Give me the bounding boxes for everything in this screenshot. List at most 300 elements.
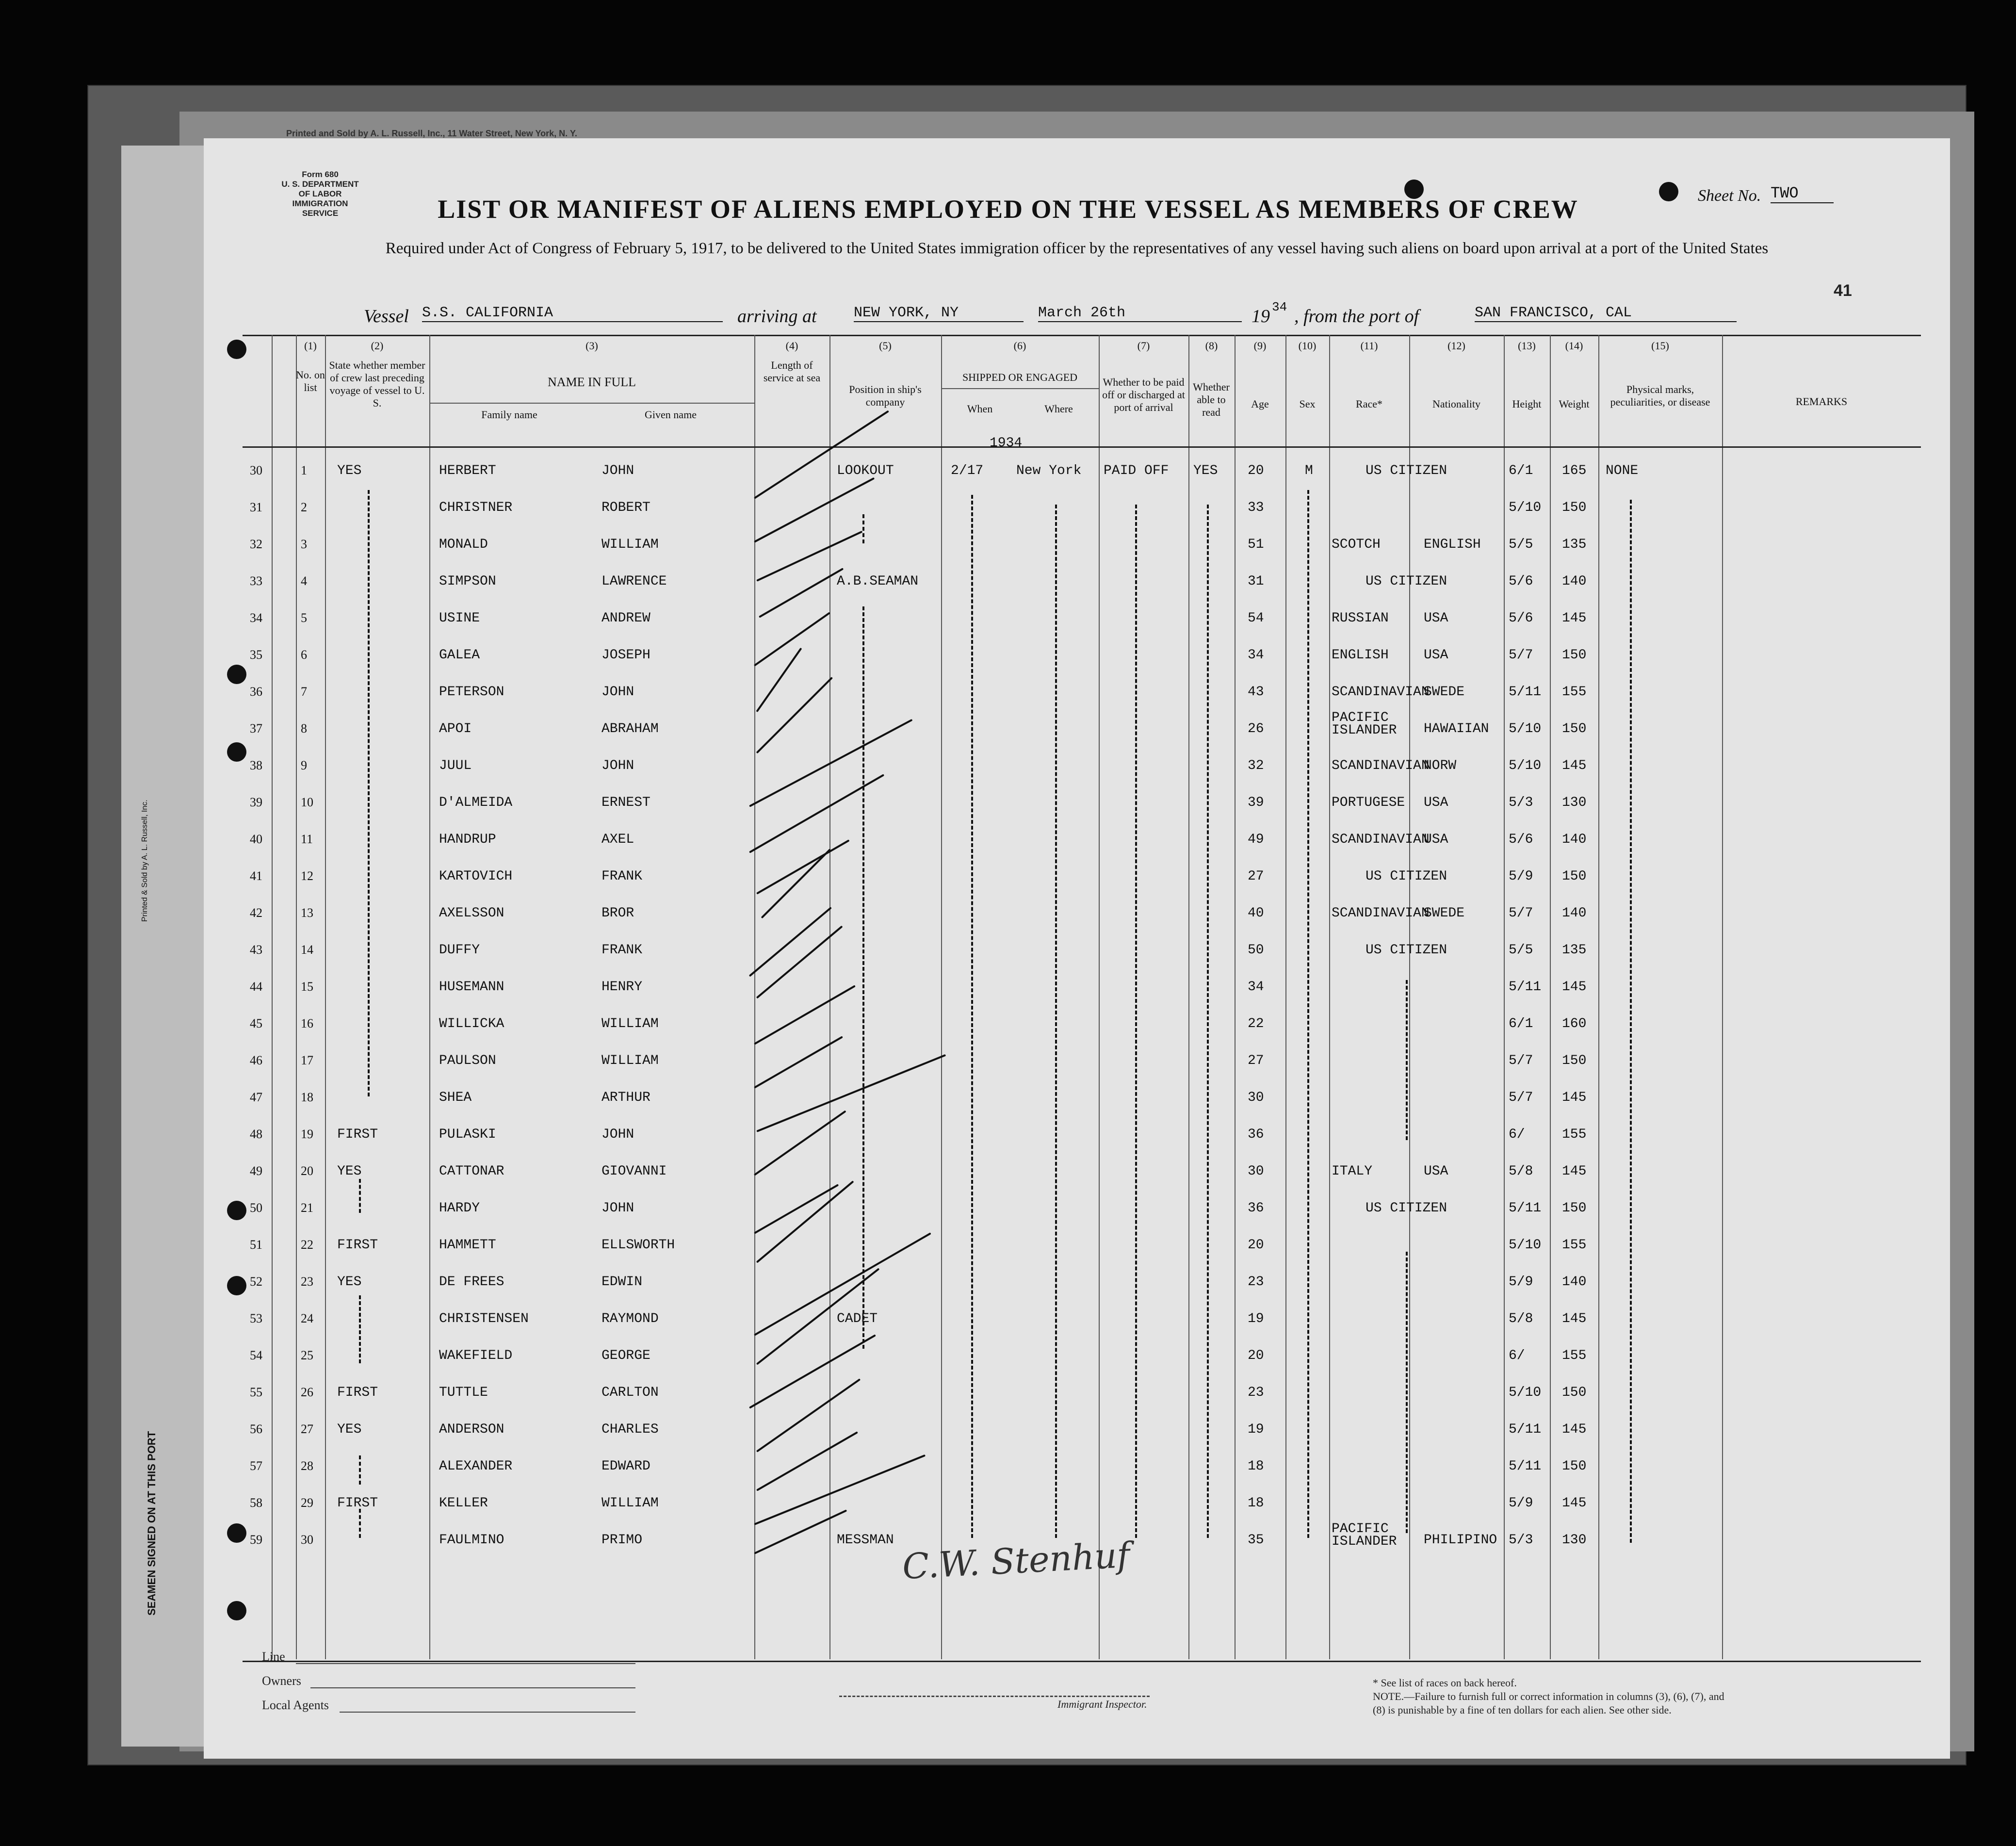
inspector-signature: C.W. Stenhuf [901,1534,1131,1587]
row-no-on-list: 21 [301,1201,313,1215]
row-age: 51 [1248,537,1264,552]
row-height: 5/6 [1509,574,1533,589]
row-line-number: 33 [250,574,262,588]
side-text-seamen: SEAMEN SIGNED ON AT THIS PORT [146,1431,158,1616]
header-weight: Weight [1559,398,1590,410]
row-age: 33 [1248,500,1264,515]
row-race: PACIFIC ISLANDER [1332,1521,1397,1549]
row-family-name: PETERSON [439,685,504,700]
row-age: 34 [1248,648,1264,663]
row-given-name: JOHN [602,758,634,773]
row-age: 32 [1248,758,1264,773]
row-no-on-list: 12 [301,869,313,883]
sheet-number: TWO [1771,184,1834,203]
row-line-number: 50 [250,1201,262,1215]
row-no-on-list: 11 [301,832,313,846]
row-age: 27 [1248,1053,1264,1068]
row-height: 5/11 [1509,980,1542,995]
row-no-on-list: 4 [301,574,307,588]
row-sex: M [1305,463,1313,478]
row-weight: 135 [1562,943,1587,958]
row-able-read: YES [1193,463,1218,478]
row-height: 6/1 [1509,463,1533,478]
header-sex: Sex [1299,398,1316,410]
row-given-name: GEORGE [602,1348,650,1363]
row-height: 5/8 [1509,1311,1533,1326]
row-height: 5/7 [1509,1090,1533,1105]
row-age: 35 [1248,1533,1264,1548]
row-race: PACIFIC ISLANDER [1332,710,1397,738]
row-height: 5/10 [1509,1385,1542,1400]
header-remarks: REMARKS [1795,395,1848,408]
header-where: Where [1044,403,1073,415]
row-age: 54 [1248,611,1264,626]
row-nationality: PHILIPINO [1424,1533,1497,1548]
row-previous-voyage: YES [337,1274,362,1290]
row-height: 5/8 [1509,1164,1533,1179]
row-line-number: 42 [250,906,262,920]
row-no-on-list: 27 [301,1422,313,1436]
row-race: US CITIZEN [1366,574,1447,589]
row-family-name: DUFFY [439,943,480,958]
row-weight: 145 [1562,1311,1587,1326]
footer-agents-rule [340,1712,635,1713]
row-no-on-list: 3 [301,537,307,551]
row-line-number: 32 [250,537,262,551]
row-line-number: 41 [250,869,262,883]
row-no-on-list: 1 [301,463,307,477]
row-family-name: APOI [439,721,472,736]
row-weight: 130 [1562,1533,1587,1548]
footer-owners-label: Owners [262,1674,301,1688]
arriving-port: NEW YORK, NY [854,305,1024,322]
row-given-name: ERNEST [602,795,650,810]
row-height: 5/11 [1509,1201,1542,1216]
ditto-mark [359,1509,361,1538]
row-given-name: WILLIAM [602,1496,659,1511]
row-weight: 150 [1562,1201,1587,1216]
row-no-on-list: 13 [301,906,313,920]
vessel-name: S.S. CALIFORNIA [422,305,723,322]
col-num: (14) [1565,340,1583,352]
row-weight: 155 [1562,1127,1587,1142]
row-line-number: 54 [250,1348,262,1362]
row-weight: 150 [1562,869,1587,884]
row-given-name: JOHN [602,1127,634,1142]
sheet-label: Sheet No. [1698,187,1761,205]
row-nationality: USA [1424,611,1448,626]
row-no-on-list: 9 [301,758,307,772]
row-given-name: RAYMOND [602,1311,659,1326]
header-state-whether: State whether member of crew last preceding voyage of vessel to U. S. [329,359,425,409]
header-given-name: Given name [645,408,697,421]
row-nationality: ENGLISH [1424,537,1481,552]
row-line-number: 53 [250,1311,262,1325]
row-height: 5/3 [1509,1533,1533,1548]
row-nationality: USA [1424,795,1448,810]
row-age: 22 [1248,1016,1264,1031]
ditto-mark [862,606,864,1349]
row-family-name: HERBERT [439,463,496,478]
row-height: 6/ [1509,1348,1525,1363]
arrival-date: March 26th [1038,305,1242,322]
row-given-name: JOHN [602,1201,634,1216]
printer-line: Printed and Sold by A. L. Russell, Inc., 11 Water Street, New York, N. Y. [286,129,577,138]
row-height: 5/6 [1509,611,1533,626]
row-age: 20 [1248,463,1264,478]
row-given-name: ABRAHAM [602,721,659,736]
row-weight: 150 [1562,1459,1587,1474]
row-previous-voyage: FIRST [337,1385,378,1400]
row-no-on-list: 17 [301,1053,313,1067]
row-weight: 145 [1562,1090,1587,1105]
row-line-number: 47 [250,1090,262,1104]
row-height: 5/3 [1509,795,1533,810]
row-line-number: 55 [250,1385,262,1399]
header-when: When [967,403,993,415]
row-family-name: JUUL [439,758,472,773]
row-family-name: D'ALMEIDA [439,795,513,810]
row-line-number: 36 [250,685,262,699]
row-age: 40 [1248,906,1264,921]
inspector-label: Immigrant Inspector. [1057,1698,1147,1710]
row-race: SCANDINAVIAN [1332,832,1430,847]
from-port: SAN FRANCISCO, CAL [1475,305,1737,322]
row-family-name: HANDRUP [439,832,496,847]
row-age: 34 [1248,980,1264,995]
footer-owners-rule [310,1687,635,1688]
row-race: SCANDINAVIAN [1332,758,1430,773]
row-no-on-list: 18 [301,1090,313,1104]
col-num: (5) [879,340,892,352]
row-given-name: JOSEPH [602,648,650,663]
row-height: 5/11 [1509,1459,1542,1474]
row-weight: 150 [1562,500,1587,515]
row-family-name: TUTTLE [439,1385,488,1400]
col-num: (13) [1518,340,1536,352]
ditto-mark [1406,1252,1408,1533]
row-age: 20 [1248,1238,1264,1253]
col-num: (3) [585,340,598,352]
row-race: US CITIZEN [1366,463,1447,478]
row-given-name: ARTHUR [602,1090,650,1105]
row-family-name: ANDERSON [439,1422,504,1437]
row-family-name: HAMMETT [439,1238,496,1253]
row-weight: 145 [1562,1422,1587,1437]
row-height: 5/9 [1509,869,1533,884]
footer-line-rule [296,1663,635,1664]
row-race: PORTUGESE [1332,795,1405,810]
row-weight: 155 [1562,1348,1587,1363]
col-num: (1) [304,340,317,352]
header-paid-off: Whether to be paid off or discharged at port of arrival [1102,376,1185,413]
row-position: LOOKOUT [837,463,894,478]
row-given-name: WILLIAM [602,1053,659,1068]
header-no-on-list: No. on list [296,369,325,393]
row-given-name: GIOVANNI [602,1164,667,1179]
row-age: 43 [1248,685,1264,700]
header-race: Race* [1356,398,1382,410]
row-age: 30 [1248,1090,1264,1105]
row-position: MESSMAN [837,1533,894,1548]
row-age: 20 [1248,1348,1264,1363]
row-race: US CITIZEN [1366,869,1447,884]
row-line-number: 49 [250,1164,262,1178]
header-nationality: Nationality [1432,398,1480,410]
row-race: RUSSIAN [1332,611,1389,626]
header-shipped: SHIPPED OR ENGAGED [962,371,1078,383]
row-weight: 135 [1562,537,1587,552]
row-line-number: 46 [250,1053,262,1067]
row-weight: 145 [1562,980,1587,995]
row-age: 27 [1248,869,1264,884]
row-family-name: HUSEMANN [439,980,504,995]
row-no-on-list: 7 [301,685,307,699]
row-weight: 140 [1562,832,1587,847]
row-line-number: 39 [250,795,262,809]
row-race: US CITIZEN [1366,943,1447,958]
row-line-number: 48 [250,1127,262,1141]
row-given-name: WILLIAM [602,1016,659,1031]
row-line-number: 30 [250,463,262,477]
row-line-number: 59 [250,1533,262,1547]
note-races: * See list of races on back hereof. [1373,1677,1517,1689]
row-family-name: CATTONAR [439,1164,504,1179]
row-no-on-list: 14 [301,943,313,957]
col-num: (2) [371,340,384,352]
ditto-mark [359,1179,361,1213]
row-no-on-list: 15 [301,980,313,994]
header-position: Position in ship's company [849,383,922,408]
header-age: Age [1251,398,1269,410]
row-age: 19 [1248,1311,1264,1326]
row-position: CADET [837,1311,878,1326]
row-age: 36 [1248,1127,1264,1142]
row-no-on-list: 25 [301,1348,313,1362]
col-num: (10) [1298,340,1317,352]
row-age: 49 [1248,832,1264,847]
row-height: 6/1 [1509,1016,1533,1031]
row-previous-voyage: FIRST [337,1496,378,1511]
row-line-number: 38 [250,758,262,772]
row-height: 5/10 [1509,1238,1542,1253]
row-family-name: WAKEFIELD [439,1348,513,1363]
row-family-name: SIMPSON [439,574,496,589]
row-no-on-list: 26 [301,1385,313,1399]
row-nationality: USA [1424,1164,1448,1179]
row-given-name: FRANK [602,943,643,958]
row-height: 5/7 [1509,1053,1533,1068]
col-num: (15) [1651,340,1669,352]
ditto-mark [1135,505,1137,1538]
row-height: 5/5 [1509,943,1533,958]
row-nationality: USA [1424,832,1448,847]
row-weight: 145 [1562,1496,1587,1511]
ditto-mark [1406,980,1408,1140]
header-physical: Physical marks, peculiarities, or disease [1610,383,1710,408]
ditto-mark [1630,500,1632,1543]
row-family-name: USINE [439,611,480,626]
row-height: 5/5 [1509,537,1533,552]
row-given-name: JOHN [602,463,634,478]
header-able-read: Whether able to read [1193,381,1230,418]
header-name-in-full: NAME IN FULL [548,375,636,389]
year-prefix: 19 [1252,306,1270,327]
row-age: 36 [1248,1201,1264,1216]
row-race: SCOTCH [1332,537,1381,552]
row-line-number: 58 [250,1496,262,1510]
row-given-name: HENRY [602,980,643,995]
row-given-name: ROBERT [602,500,650,515]
row-previous-voyage: YES [337,1164,362,1179]
from-label: , from the port of [1294,306,1419,327]
row-line-number: 44 [250,980,262,994]
row-given-name: AXEL [602,832,634,847]
row-nationality: USA [1424,648,1448,663]
ditto-mark [971,495,973,1538]
row-weight: 140 [1562,1274,1587,1290]
row-family-name: ALEXANDER [439,1459,513,1474]
row-given-name: LAWRENCE [602,574,667,589]
row-given-name: CHARLES [602,1422,659,1437]
row-weight: 145 [1562,1164,1587,1179]
note-text: NOTE.—Failure to furnish full or correct information in columns (3), (6), (7), and (8) is punishable by a fine of ten dollars for each alien. See other side. [1373,1690,1724,1716]
row-position: A.B.SEAMAN [837,574,919,589]
row-weight: 165 [1562,463,1587,478]
page-number: 41 [1834,281,1852,300]
row-previous-voyage: FIRST [337,1238,378,1253]
row-given-name: CARLTON [602,1385,659,1400]
row-no-on-list: 20 [301,1164,313,1178]
row-weight: 155 [1562,1238,1587,1253]
row-nationality: HAWAIIAN [1424,721,1489,736]
row-previous-voyage: YES [337,463,362,478]
row-age: 39 [1248,795,1264,810]
row-family-name: MONALD [439,537,488,552]
row-age: 23 [1248,1274,1264,1290]
row-when: 2/17 [951,463,984,478]
row-no-on-list: 16 [301,1016,313,1030]
footer-line-label: Line [262,1650,285,1664]
row-family-name: PULASKI [439,1127,496,1142]
row-line-number: 31 [250,500,262,514]
row-height: 5/6 [1509,832,1533,847]
row-nationality: SWEDE [1424,906,1465,921]
ditto-mark [862,514,864,543]
ditto-mark [359,1455,361,1485]
page-subtitle: Required under Act of Congress of February 5, 1917, to be delivered to the United States immigration officer by the representatives of any vessel having such aliens on board upon arrival at a port of the United States [385,240,1769,257]
row-line-number: 51 [250,1238,262,1252]
row-race: SCANDINAVIAN [1332,685,1430,700]
row-race: ITALY [1332,1164,1373,1179]
col-num: (4) [785,340,798,352]
row-where: New York [1016,463,1082,478]
row-line-number: 57 [250,1459,262,1473]
row-no-on-list: 6 [301,648,307,662]
row-previous-voyage: FIRST [337,1127,378,1142]
row-age: 18 [1248,1459,1264,1474]
vessel-label: Vessel [364,306,409,327]
row-no-on-list: 22 [301,1238,313,1252]
page-title: LIST OR MANIFEST OF ALIENS EMPLOYED ON THE VESSEL AS MEMBERS OF CREW [438,195,1578,224]
ditto-mark [359,1295,361,1363]
row-weight: 150 [1562,648,1587,663]
row-given-name: WILLIAM [602,537,659,552]
ditto-mark [368,490,370,1096]
row-given-name: PRIMO [602,1533,643,1548]
row-age: 31 [1248,574,1264,589]
row-weight: 140 [1562,574,1587,589]
row-no-on-list: 2 [301,500,307,514]
row-family-name: WILLICKA [439,1016,504,1031]
row-line-number: 40 [250,832,262,846]
row-no-on-list: 8 [301,721,307,735]
footer-agents-label: Local Agents [262,1698,329,1712]
row-nationality: NORW [1424,758,1457,773]
row-given-name: FRANK [602,869,643,884]
row-given-name: EDWIN [602,1274,643,1290]
row-weight: 160 [1562,1016,1587,1031]
row-no-on-list: 29 [301,1496,313,1510]
year-suffix: 34 [1272,300,1287,314]
row-line-number: 35 [250,648,262,662]
row-given-name: EDWARD [602,1459,650,1474]
row-weight: 130 [1562,795,1587,810]
row-family-name: KELLER [439,1496,488,1511]
row-age: 18 [1248,1496,1264,1511]
row-age: 50 [1248,943,1264,958]
side-strip [121,146,215,1747]
row-physical-marks: NONE [1606,463,1639,478]
row-weight: 150 [1562,1385,1587,1400]
ditto-mark [1207,505,1209,1538]
row-height: 5/9 [1509,1274,1533,1290]
row-given-name: BROR [602,906,634,921]
row-height: 5/10 [1509,758,1542,773]
row-age: 26 [1248,721,1264,736]
row-paid-off: PAID OFF [1104,463,1169,478]
row-family-name: AXELSSON [439,906,504,921]
row-family-name: DE FREES [439,1274,504,1290]
row-no-on-list: 28 [301,1459,313,1473]
row-family-name: CHRISTENSEN [439,1311,529,1326]
row-family-name: CHRISTNER [439,500,513,515]
row-race: ENGLISH [1332,648,1389,663]
row-line-number: 37 [250,721,262,735]
row-previous-voyage: YES [337,1422,362,1437]
row-family-name: HARDY [439,1201,480,1216]
header-height: Height [1512,398,1542,410]
row-given-name: JOHN [602,685,634,700]
row-given-name: ANDREW [602,611,650,626]
year-note: 1934 [990,436,1023,451]
row-line-number: 43 [250,943,262,957]
row-family-name: SHEA [439,1090,472,1105]
row-weight: 140 [1562,906,1587,921]
row-no-on-list: 10 [301,795,313,809]
col-num: (7) [1137,340,1150,352]
header-family-name: Family name [481,408,537,421]
row-no-on-list: 23 [301,1274,313,1289]
row-age: 19 [1248,1422,1264,1437]
row-weight: 145 [1562,758,1587,773]
row-family-name: PAULSON [439,1053,496,1068]
row-family-name: FAULMINO [439,1533,504,1548]
row-age: 30 [1248,1164,1264,1179]
row-no-on-list: 19 [301,1127,313,1141]
row-no-on-list: 5 [301,611,307,625]
row-age: 23 [1248,1385,1264,1400]
